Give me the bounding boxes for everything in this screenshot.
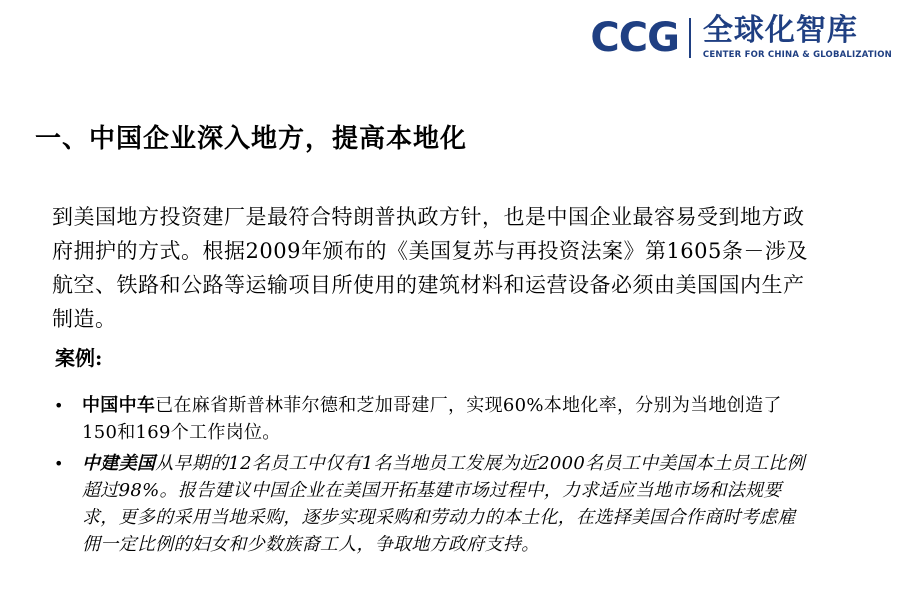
logo-mark: CCG — [590, 15, 679, 61]
bullet-icon: • — [54, 454, 64, 473]
case-text: 从早期的12名员工中仅有1名当地员工发展为近2000名员工中美国本土员工比例超过98%。报告建议中国企业在美国开拓基建市场过程中，力求适应当地市场和法规要求，更多的采用当地采购，逐步实现采购和劳动力的本土化，在选择美国合作商时考虑雇佣一定比例的妇女和少数族裔工人，争取地方政府支持。 — [82, 453, 805, 555]
case-title: 中建美国 — [82, 453, 156, 474]
case-item-crrc — [52, 392, 812, 446]
case-text: 已在麻省斯普林菲尔德和芝加哥建厂，实现60%本地化率，分别为当地创造了150和169个工作岗位。 — [82, 395, 782, 443]
case-label: 案例: — [55, 346, 103, 370]
case-list — [52, 392, 812, 562]
intro-paragraph: 到美国地方投资建厂是最符合特朗普执政方针，也是中国企业最容易受到地方政府拥护的方式。根据2009年颁布的《美国复苏与再投资法案》第1605条－涉及航空、铁路和公路等运输项目所使用的建筑材料和运营设备必须由美国国内生产制造。 — [52, 205, 808, 331]
logo-english-name: CENTER FOR CHINA & GLOBALIZATION — [702, 50, 892, 60]
bullet-icon: • — [54, 396, 64, 415]
logo-text-block — [702, 13, 892, 60]
section-heading: 一、中国企业深入地方，提高本地化 — [35, 124, 468, 154]
case-title: 中国中车 — [82, 395, 156, 416]
ccg-logo — [590, 12, 892, 64]
logo-divider — [689, 18, 691, 58]
case-item-cscec — [52, 450, 812, 558]
logo-chinese-name: 全球化智库 — [702, 13, 858, 48]
